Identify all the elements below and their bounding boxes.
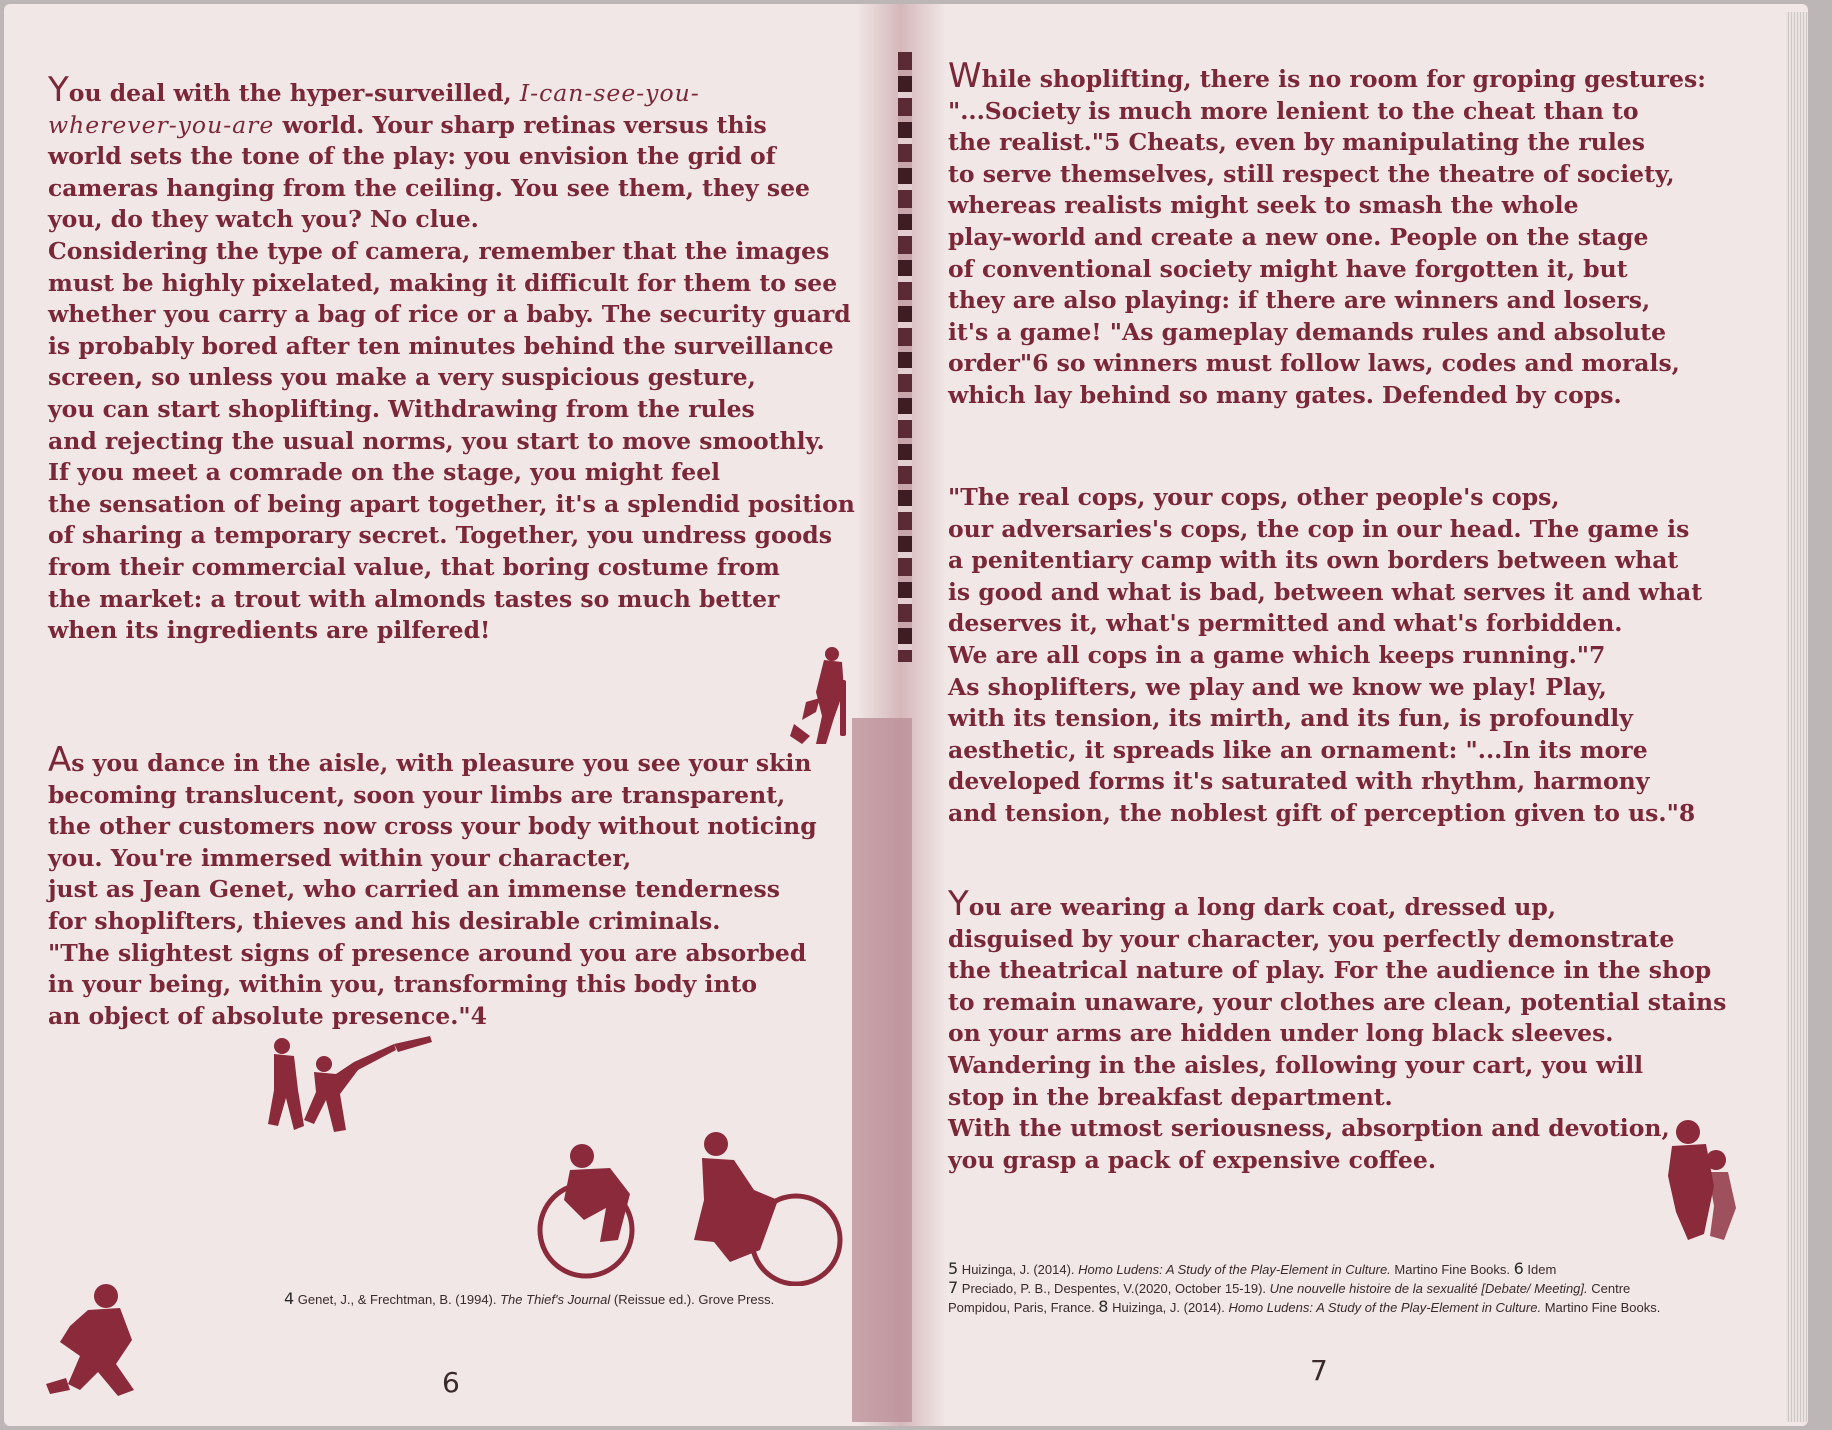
- drop-cap: Y: [948, 884, 969, 924]
- left-footnote-4: 4 Genet, J., & Frechtman, B. (1994). The Thief's Journal (Reissue ed.). Grove Press.: [284, 1289, 775, 1308]
- page-number-6: 6: [442, 1366, 460, 1399]
- figure-wheels-icon: [534, 1130, 864, 1286]
- figure-embrace-icon: [1658, 1116, 1742, 1248]
- left-paragraph-1: You deal with the hyper-surveilled, I-can-see-you- wherever-you-are world. Your sharp retinas versus this world sets the tone of the play: you envision the grid of cameras hanging from the ceiling. You see them, they see you, do they watch you? No clue. Considering the type of camera, remember that the images must be highly pixelated, making it difficult for them to see whether you carry a bag of rice or a baby. The security guard is probably bored after ten minutes behind the surveillance screen, so unless you make a very suspicious gesture, you can start shoplifting. Withdrawing from the rules and rejecting the usual norms, you start to move smoothly. If you meet a comrade on the stage, you might feel the sensation of being apart together, it's a splendid position of sharing a temporary secret. Together, you undress goods from their commercial value, that boring costume from the market: a trout with almonds tastes so much better when its ingredients are pilfered!: [48, 70, 855, 645]
- page-number-7: 7: [1310, 1354, 1328, 1387]
- figure-dancers-icon: [254, 1034, 434, 1144]
- gutter-bleed-image: [852, 718, 912, 1422]
- drop-cap: A: [48, 740, 72, 780]
- right-paragraph-3: You are wearing a long dark coat, dressed up, disguised by your character, you perfectly demonstrate the theatrical nature of play. For the audience in the shop to remain unaware, your clothes are clean, potential stains on your arms are hidden under long black sleeves. Wandering in the aisles, following your cart, you will stop in the breakfast department. With the utmost seriousness, absorption and devotion, you grasp a pack of expensive coffee.: [948, 884, 1727, 1174]
- figure-crouching-icon: [40, 1280, 150, 1400]
- figure-climbing-icon: [786, 640, 862, 750]
- right-paragraph-1: While shoplifting, there is no room for groping gestures: "...Society is much more lenient to the cheat than to the realist."5 Cheats, even by manipulating the rules to serve themselves, still respect the theatre of society, whereas realists might seek to smash the whole play-world and create a new one. People on the stage of conventional society might have forgotten it, but they are also playing: if there are winners and losers, it's a game! "As gameplay demands rules and absolute order"6 so winners must follow laws, codes and morals, which lay behind so many gates. Defended by cops.: [948, 56, 1706, 409]
- left-page: [4, 4, 902, 1426]
- drop-cap: W: [948, 56, 982, 96]
- right-paragraph-2: "The real cops, your cops, other people's cops, our adversaries's cops, the cop in our head. The game is a penitentiary camp with its own borders between what is good and what is bad, between what serves it and what deserves it, what's permitted and what's forbidden. We are all cops in a game which keeps running."7 As shoplifters, we play and we know we play! Play, with its tension, its mirth, and its fun, is profoundly aesthetic, it spreads like an ornament: "...In its more developed forms it's saturated with rhythm, harmony and tension, the noblest gift of perception given to us."8: [948, 483, 1703, 827]
- gutter-photo-strip: [898, 52, 912, 662]
- right-footnotes: 5 Huizinga, J. (2014). Homo Ludens: A Study of the Play-Element in Culture. Martino Fine Books. 6 Idem 7 Preciado, P. B., Despentes, V.(2020, October 15-19). Une nouvelle histoire de la sexualité [Debate/ Meeting]. Centre Pompidou, Paris, France. 8 Huizinga, J. (2014). Homo Ludens: A Study of the Play-Element in Culture. Martino Fine Books.: [948, 1259, 1661, 1316]
- page-edges: [1786, 12, 1808, 1422]
- left-paragraph-2: As you dance in the aisle, with pleasure you see your skin becoming translucent, soon your limbs are transparent, the other customers now cross your body without noticing you. You're immersed within your character, just as Jean Genet, who carried an immense tenderness for shoplifters, thieves and his desirable criminals. "The slightest signs of presence around you are absorbed in your being, within you, transforming this body into an object of absolute presence."4: [48, 740, 817, 1030]
- drop-cap: Y: [48, 70, 69, 110]
- right-page: [902, 4, 1808, 1426]
